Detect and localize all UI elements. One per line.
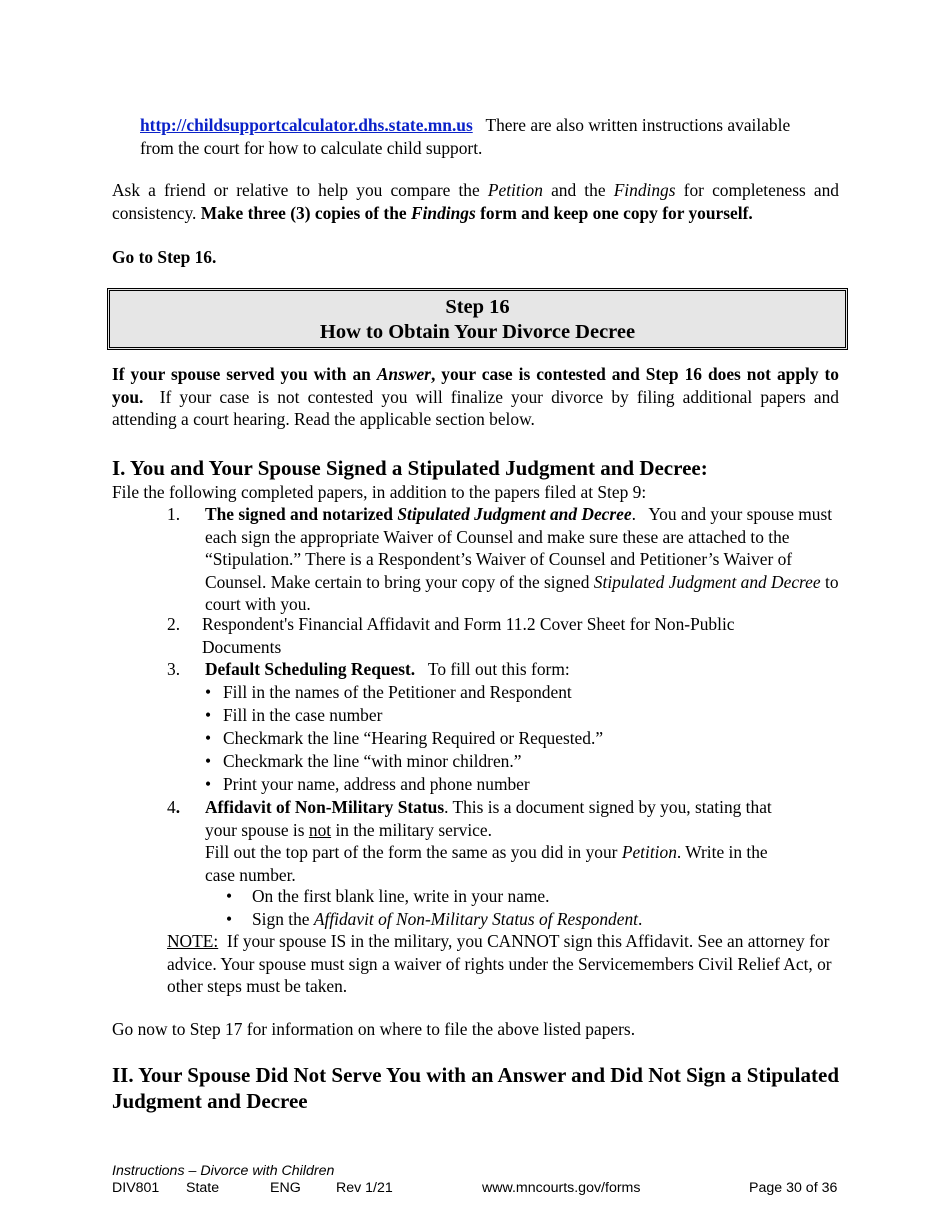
item-4-dot: . <box>175 797 181 817</box>
section-2-heading: II. Your Spouse Did Not Serve You with an Answer and Did Not Sign a Stipulated Judgment and Decree <box>112 1063 839 1113</box>
step-number: Step 16 <box>445 296 510 318</box>
bullet-end: . <box>637 909 643 929</box>
footer-title: Instructions – Divorce with Children <box>112 1163 335 1179</box>
compare-findings: Findings <box>613 180 676 200</box>
item-4-not: not <box>308 819 332 840</box>
compare-paragraph <box>112 179 839 224</box>
compare-text-1: Ask a friend or relative to help you compare the <box>112 180 480 200</box>
bullet-italic: Affidavit of Non-Military Status of Respondent <box>313 909 638 929</box>
list-item <box>226 885 550 908</box>
bullet-text: Fill in the names of the Petitioner and Respondent <box>223 682 572 702</box>
section-1-lead: File the following completed papers, in addition to the papers filed at Step 9: <box>112 482 647 502</box>
item-2-text <box>202 613 842 658</box>
footer-revision: Rev 1/21 <box>336 1180 393 1196</box>
list-item <box>205 750 521 773</box>
contested-paragraph <box>112 363 839 431</box>
item-3-body: To fill out this form: <box>427 659 570 679</box>
compare-and: and the <box>551 180 606 200</box>
bullet-icon: • <box>205 751 212 771</box>
compare-petition: Petition <box>487 180 543 200</box>
bullet-icon: • <box>226 886 233 906</box>
list-item <box>205 773 530 796</box>
section-1-heading: I. You and Your Spouse Signed a Stipulated Judgment and Decree: <box>112 456 708 480</box>
bullet-icon: • <box>205 682 212 702</box>
item-1-end: to court with you. <box>205 571 839 614</box>
item-4-petition: Petition <box>621 842 677 862</box>
item-4-bold: Affidavit of Non-Military Status <box>205 797 445 817</box>
bullet-text: Sign the <box>252 909 310 929</box>
compare-bold-1: Make three (3) copies of the <box>200 202 407 223</box>
item-2-line-1: Respondent's Financial Affidavit and Form 11.2 Cover Sheet for Non-Public <box>202 614 735 634</box>
item-1-number: 1. <box>167 504 181 524</box>
bullet-icon: • <box>205 774 212 794</box>
bullet-icon: • <box>205 705 212 725</box>
item-4-body-1: . This is a document signed by you, stating that <box>444 797 772 817</box>
contested-rest: If your case is not contested you will finalize your divorce by filing additional papers and attending a court hearing. Read the applicable section below. <box>112 386 839 429</box>
note-text: If your spouse IS in the military, you CANNOT sign this Affidavit. See an attorney for advice. Your spouse must sign a waiver of rights under the Servicemembers Civil Relief Act, or other steps must be taken. <box>167 931 832 996</box>
item-1-bold-italic: Stipulated Judgment and Decree <box>397 504 632 524</box>
list-item <box>205 704 382 727</box>
compare-text-2: for completeness and consistency. <box>112 180 840 223</box>
item-4-line-4: case number. <box>205 864 296 885</box>
item-1-bold: The signed and notarized <box>205 504 393 524</box>
list-item <box>205 681 572 704</box>
item-3-bold: Default Scheduling Request. <box>205 659 416 679</box>
compare-bold-findings: Findings <box>410 202 476 223</box>
item-2-line-2: Documents <box>202 636 282 657</box>
item-4-body-3b: . Write in the <box>676 842 768 862</box>
item-4-line-2 <box>205 819 845 842</box>
intro-line2: from the court for how to calculate child support. <box>140 137 483 158</box>
item-4-line-1 <box>205 796 845 819</box>
bullet-icon: • <box>205 728 212 748</box>
contested-bold-1: If your spouse served you with an <box>112 364 371 384</box>
step-16-header-box <box>107 288 848 350</box>
item-1-italic: Stipulated Judgment and Decree <box>593 571 821 592</box>
goto-step-17: Go now to Step 17 for information on where to file the above listed papers. <box>112 1019 636 1039</box>
intro-link-suffix: There are also written instructions available <box>485 115 791 135</box>
item-4-line-3 <box>205 841 845 864</box>
footer-url[interactable]: www.mncourts.gov/forms <box>482 1180 641 1196</box>
bullet-text: Fill in the case number <box>223 705 383 725</box>
item-4-num: 4 <box>167 797 176 817</box>
item-1-text: The signed and notarized Stipulated Judgment and Decree. You and your spouse must each sign the appropriate Waiver of Counsel and make sure these are attached to the “Stipulation.” There is a Respondent’s Waiver of Counsel and Petitioner’s Waiver of Counsel. Make certain to bring your copy of the signed Stipulated Judgment and Decree to court with you. <box>205 504 839 614</box>
intro-paragraph <box>140 114 840 159</box>
goto-step-16: Go to Step 16. <box>112 247 217 267</box>
item-3-number: 3. <box>167 659 181 679</box>
bullet-text: Print your name, address and phone number <box>223 774 530 794</box>
item-4-text <box>205 796 845 886</box>
child-support-calculator-link[interactable]: http://childsupportcalculator.dhs.state.mn.us <box>140 115 473 135</box>
item-4-number <box>167 796 180 819</box>
military-note <box>167 930 835 998</box>
footer-form-number: DIV801 <box>112 1180 160 1196</box>
item-2-number: 2. <box>167 614 181 634</box>
bullet-text: Checkmark the line “Hearing Required or Requested.” <box>223 728 604 748</box>
item-1-body: You and your spouse must each sign the appropriate Waiver of Counsel and make sure these are attached to the “Stipulation.” There is a Respondent’s Waiver of Counsel and Petitioner’s Waiver of Counsel. Make certain to bring your copy of the signed <box>205 504 833 592</box>
item-4-body-3a: Fill out the top part of the form the same as you did in your <box>205 842 618 862</box>
bullet-text: On the first blank line, write in your name. <box>252 886 550 906</box>
compare-bold-2: form and keep one copy for yourself. <box>480 202 753 223</box>
contested-bold-2: , your case is contested and Step 16 does not apply to you. <box>112 364 839 407</box>
step-title: How to Obtain Your Divorce Decree <box>319 321 636 343</box>
item-3-text <box>205 658 845 681</box>
item-4-body-2a: your spouse is <box>205 819 305 840</box>
note-label: NOTE: <box>167 931 219 951</box>
bullet-icon: • <box>226 909 233 929</box>
list-item <box>205 727 603 750</box>
footer-language: ENG <box>270 1180 301 1196</box>
footer-state: State <box>186 1180 220 1196</box>
list-item <box>226 908 642 931</box>
bullet-text: Checkmark the line “with minor children.” <box>223 751 522 771</box>
item-4-body-2b: in the military service. <box>335 819 492 840</box>
footer-page-number: Page 30 of 36 <box>749 1180 838 1196</box>
contested-answer: Answer <box>376 364 431 384</box>
